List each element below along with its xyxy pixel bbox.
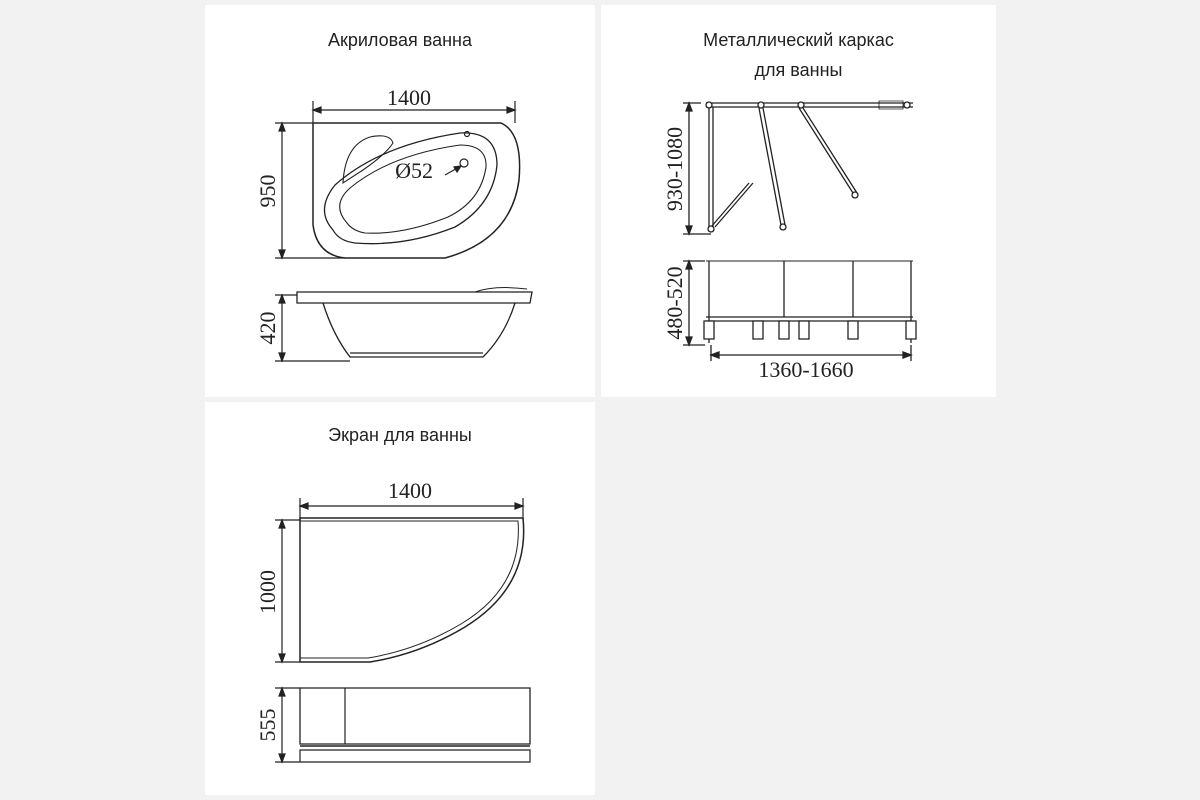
bath-side-body [323, 303, 515, 357]
frame-leg-1 [759, 108, 781, 225]
screen-title: Экран для ванны [328, 425, 472, 445]
frame-title-line1: Металлический каркас [703, 30, 894, 50]
frame-drawing [601, 5, 996, 397]
screen-width-label: 1400 [388, 478, 432, 503]
metal-frame-panel [601, 5, 996, 397]
empty-cell [601, 402, 996, 795]
bath-width-label: 1400 [387, 85, 431, 110]
frame-leg-2 [799, 108, 853, 193]
drain-diameter-label: Ø52 [395, 158, 433, 183]
acrylic-bath-panel [205, 5, 595, 397]
bath-title: Акриловая ванна [327, 30, 473, 50]
frame-leg-range-label: 480-520 [662, 266, 687, 340]
screen-top-outline [300, 518, 524, 662]
bath-headrest [343, 136, 393, 183]
frame-length-range-label: 1360-1660 [758, 357, 854, 382]
bath-top-outline [313, 123, 520, 258]
screen-front-panel [300, 688, 530, 744]
screen-drawing [205, 402, 595, 795]
bath-screen-panel [205, 402, 595, 795]
bath-drawing [205, 5, 595, 397]
bath-side-rim [297, 292, 532, 303]
bath-depth-label: 950 [255, 174, 280, 208]
frame-brace [711, 183, 749, 227]
frame-height-range-label: 930-1080 [662, 126, 687, 212]
bath-height-label: 420 [255, 311, 280, 345]
screen-base [300, 750, 530, 762]
frame-title-line2: для ванны [754, 60, 843, 80]
screen-height-label: 555 [255, 708, 280, 742]
screen-depth-label: 1000 [255, 570, 280, 614]
